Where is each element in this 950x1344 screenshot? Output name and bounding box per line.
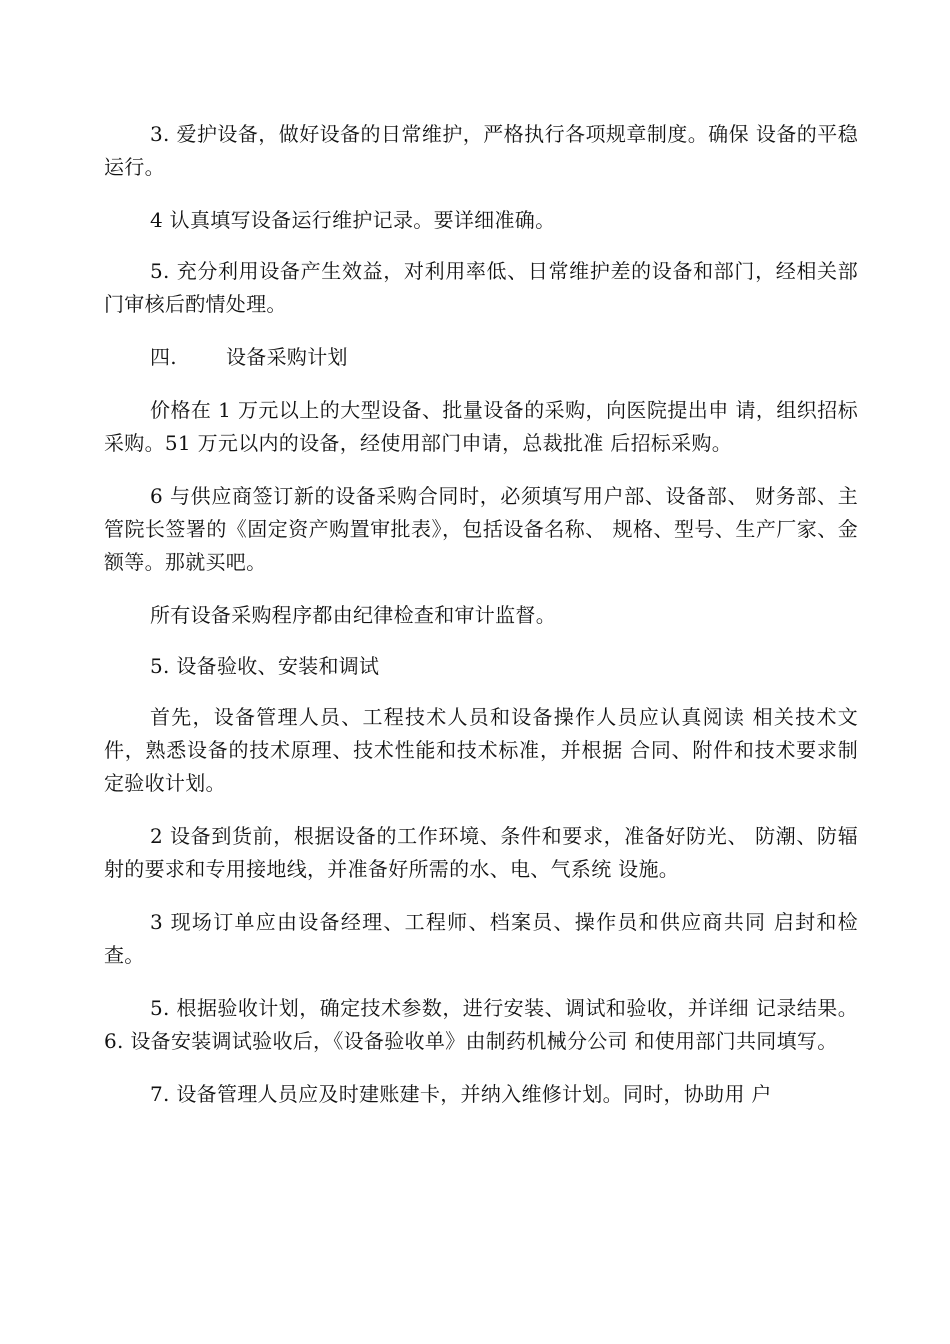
paragraph-audit-supervision: 所有设备采购程序都由纪律检查和审计监督。 xyxy=(150,603,556,627)
paragraph-account-cards: 7. 设备管理人员应及时建账建卡，并纳入维修计划。同时，协助用 户 xyxy=(150,1082,772,1106)
paragraph-utilization: 5. 充分利用设备产生效益，对利用率低、日常维护差的设备和部门，经相关部门审核后酌情处理。 xyxy=(104,259,858,316)
paragraph-pre-arrival-prep: 2 设备到货前，根据设备的工作环境、条件和要求，准备好防光、 防潮、防辐射的要求和专用接地线，并准备好所需的水、电、气系统 设施。 xyxy=(104,824,858,881)
section-heading xyxy=(104,341,858,374)
paragraph-operation-records: 4 认真填写设备运行维护记录。要详细准确。 xyxy=(150,208,556,232)
paragraph-purchase-threshold: 价格在 1 万元以上的大型设备、批量设备的采购，向医院提出申 请，组织招标采购。51 万元以内的设备，经使用部门申请，总裁批准 后招标采购。 xyxy=(104,398,858,455)
paragraph-purchase-contract: 6 与供应商签订新的设备采购合同时，必须填写用户部、设备部、 财务部、主管院长签署的《固定资产购置审批表》，包括设备名称、 规格、型号、生产厂家、金额等。那就买吧。 xyxy=(104,484,858,574)
section-number: 四. xyxy=(150,345,177,369)
paragraph-acceptance-heading: 5. 设备验收、安装和调试 xyxy=(150,654,380,678)
document-body xyxy=(104,118,858,1131)
paragraph-onsite-inspection: 3 现场订单应由设备经理、工程师、档案员、操作员和供应商共同 启封和检查。 xyxy=(104,910,858,967)
paragraph-installation-records: 5. 根据验收计划，确定技术参数，进行安装、调试和验收，并详细 记录结果。6. 设备安装调试验收后，《设备验收单》由制药机械分公司 和使用部门共同填写。 xyxy=(104,996,858,1053)
paragraph-maintenance-rules: 3. 爱护设备，做好设备的日常维护，严格执行各项规章制度。确保 设备的平稳运行。 xyxy=(104,122,858,179)
section-title: 设备采购计划 xyxy=(226,345,348,369)
paragraph-acceptance-plan: 首先，设备管理人员、工程技术人员和设备操作人员应认真阅读 相关技术文件，熟悉设备的技术原理、技术性能和技术标准，并根据 合同、附件和技术要求制定验收计划。 xyxy=(104,705,858,795)
